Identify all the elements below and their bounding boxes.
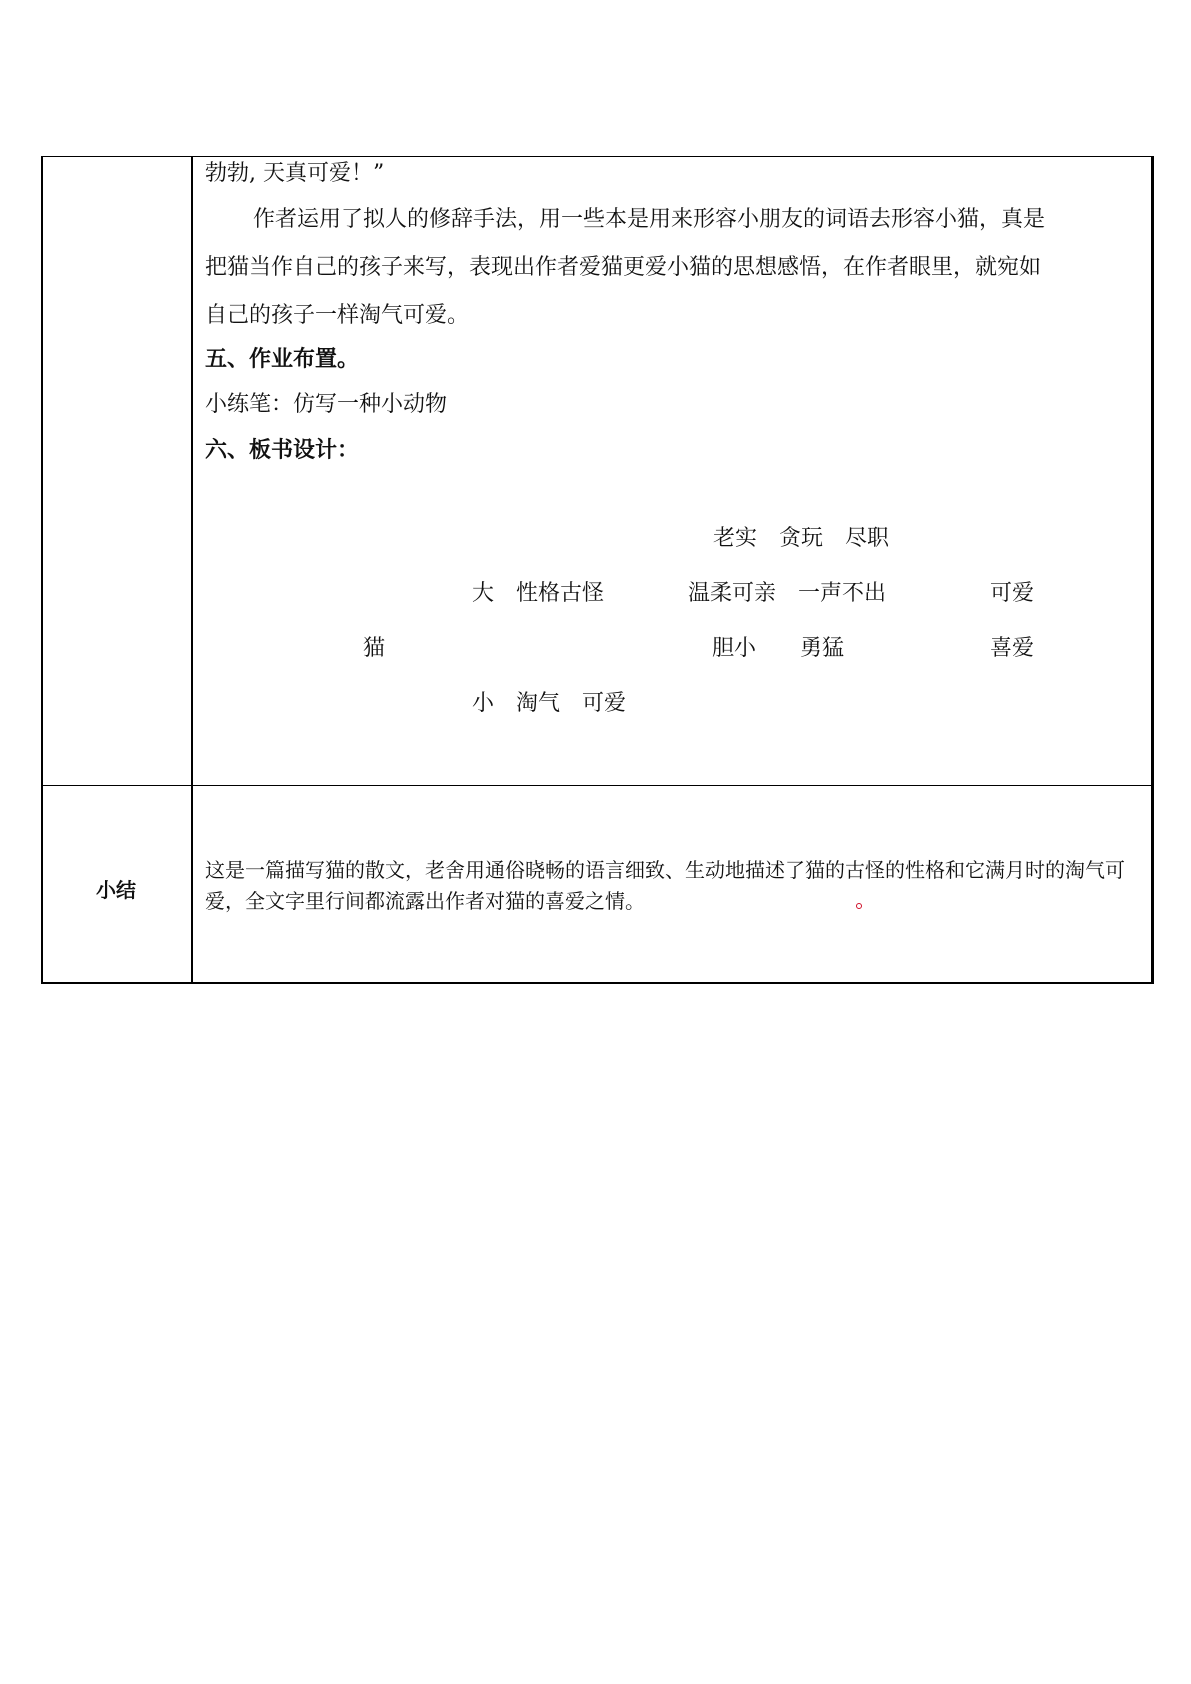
table-row-divider — [41, 785, 1153, 786]
board-row: 老实 贪玩 尽职 — [713, 526, 890, 551]
summary-label: 小结 — [96, 878, 136, 902]
board-row: 喜爱 — [990, 636, 1035, 661]
board-row: 胆小 勇猛 — [712, 636, 845, 661]
board-row: 小 淘气 可爱 — [472, 691, 627, 716]
paragraph-line: 自己的孩子一样淘气可爱。 — [205, 303, 470, 328]
section-heading: 五、作业布置。 — [205, 347, 360, 372]
red-mark-dot — [856, 903, 862, 909]
paragraph-line: 作者运用了拟人的修辞手法，用一些本是用来形容小朋友的词语去形容小猫，真是 — [253, 207, 1046, 232]
table-top-border — [41, 156, 1153, 157]
table-column-divider — [191, 156, 193, 984]
table-right-border — [1151, 156, 1154, 984]
table-left-border — [41, 156, 43, 984]
table-bottom-border — [41, 982, 1153, 984]
summary-text: 这是一篇描写猫的散文，老舍用通俗晓畅的语言细致、生动地描述了猫的古怪的性格和它满月时的淘气可爱，全文字里行间都流露出作者对猫的喜爱之情。 — [205, 858, 1125, 913]
board-row: 温柔可亲 一声不出 — [688, 581, 887, 606]
text-line: 勃勃, 天真可爱！” — [205, 161, 385, 186]
board-center: 猫 — [363, 636, 386, 661]
homework-text: 小练笔：仿写一种小动物 — [205, 392, 448, 417]
board-row: 可爱 — [990, 581, 1035, 606]
paragraph-line: 把猫当作自己的孩子来写，表现出作者爱猫更爱小猫的思想感悟，在作者眼里，就宛如 — [205, 255, 1042, 280]
board-row: 大 性格古怪 — [472, 581, 605, 606]
section-heading: 六、板书设计： — [205, 438, 360, 463]
